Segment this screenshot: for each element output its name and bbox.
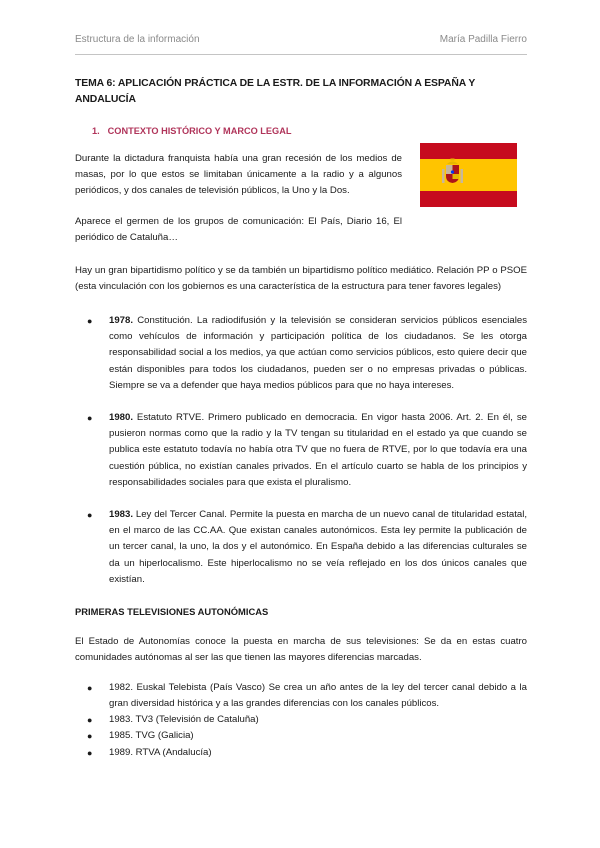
list-item bbox=[75, 410, 527, 491]
section-number: 1. bbox=[92, 126, 100, 137]
tv-list bbox=[75, 680, 527, 761]
bullet-icon: ● bbox=[87, 316, 93, 327]
autonomias-paragraph: El Estado de Autonomías conoce la puesta en marcha de sus televisiones: Se da en estas cuatro comunidades autónomas al ser las que tienen las mayores diferencias marcadas. bbox=[75, 636, 527, 664]
item-text: Estatuto RTVE. Primero publicado en democracia. En vigor hasta 2006. Art. 2. En él, se pusieron normas como que la radio y la TV tengan su titularidad en el estado ya que cuando se publica este estatuto todavía no había otra TV que no fuera de RTVE, por lo que todavía era una cuestión pública, no existían canales privados. En el artículo cuarto se habla de los principios y responsabilidades sociales para que exista el pluralismo. bbox=[109, 412, 527, 488]
header-divider bbox=[75, 54, 527, 55]
item-text: Ley del Tercer Canal. Permite la puesta en marcha de un nuevo canal de titularidad estatal, en el marco de las CC.AA. Que existan canales autonómicos. Esta ley permite la publicación de un tercer canal, la uno, la dos y el autonómico. En España debido a las diferencias culturales se da un hiperlocalismo. Este hiperlocalismo no se veía reflejado en los dos únicos canales que existían. bbox=[109, 509, 527, 585]
item-year: 1983. bbox=[109, 509, 134, 521]
item-year: 1978. bbox=[109, 315, 134, 327]
item-text: 1985. TVG (Galicia) bbox=[109, 730, 194, 742]
list-item bbox=[75, 313, 527, 394]
intro-block bbox=[75, 151, 527, 247]
bipartidismo-paragraph: Hay un gran bipartidismo político y se da también un bipartidismo político mediático. Relación PP o PSOE (esta vinculación con los gobiernos es una característica de la estructura para tener favores legales) bbox=[75, 264, 527, 292]
list-item bbox=[75, 745, 527, 761]
item-text: 1982. Euskal Telebista (País Vasco) Se crea un año antes de la ley del tercer canal debido a la gran diversidad histórica y a las grandes diferencias con los canales públicos. bbox=[109, 681, 527, 709]
intro-paragraph: Durante la dictadura franquista había una gran recesión de los medios de masas, por lo que estos se limitaban únicamente a la radio y a algunos periódicos, y dos canales de televisión públicos, la Uno y la Dos. bbox=[75, 152, 402, 197]
document-title: TEMA 6: APLICACIÓN PRÁCTICA DE LA ESTR. DE LA INFORMACIÓN A ESPAÑA Y ANDALUCÍA bbox=[75, 78, 475, 106]
bullet-icon: ● bbox=[87, 731, 93, 742]
section-heading-autonomic-tv: PRIMERAS TELEVISIONES AUTONÓMICAS bbox=[75, 606, 269, 618]
page-header bbox=[75, 34, 527, 48]
item-text: 1983. TV3 (Televisión de Cataluña) bbox=[109, 714, 259, 726]
bullet-icon: ● bbox=[87, 715, 93, 726]
section-heading-context bbox=[92, 123, 527, 139]
document-body bbox=[75, 76, 527, 761]
bullet-icon: ● bbox=[87, 413, 93, 424]
bullet-icon: ● bbox=[87, 747, 93, 758]
bullet-icon: ● bbox=[87, 682, 93, 693]
bullet-icon: ● bbox=[87, 510, 93, 521]
list-item bbox=[75, 712, 527, 728]
header-author: María Padilla Fierro bbox=[439, 34, 527, 45]
header-course: Estructura de la información bbox=[75, 34, 200, 45]
item-text: Constitución. La radiodifusión y la televisión se consideran servicios públicos esenciales como vehículos de información y participación política de los ciudadanos. Se les otorga responsabilidad social a los medios, ya que actúan como servicios públicos, esto quiere decir que están disponibles para todos los ciudadanos, pueden ser o no empresas privadas o públicas. Siempre se va a defender que haya medios públicos para que no haya intereses. bbox=[109, 315, 527, 391]
spain-flag-icon bbox=[420, 143, 517, 207]
item-year: 1980. bbox=[109, 412, 134, 424]
list-item bbox=[75, 680, 527, 712]
item-text: 1989. RTVA (Andalucía) bbox=[109, 746, 212, 758]
laws-list bbox=[75, 313, 527, 588]
section-title: CONTEXTO HISTÓRICO Y MARCO LEGAL bbox=[107, 126, 292, 137]
intro-paragraph: Aparece el germen de los grupos de comunicación: El País, Diario 16, El periódico de Cataluña… bbox=[75, 216, 402, 244]
list-item bbox=[75, 728, 527, 744]
list-item bbox=[75, 507, 527, 588]
